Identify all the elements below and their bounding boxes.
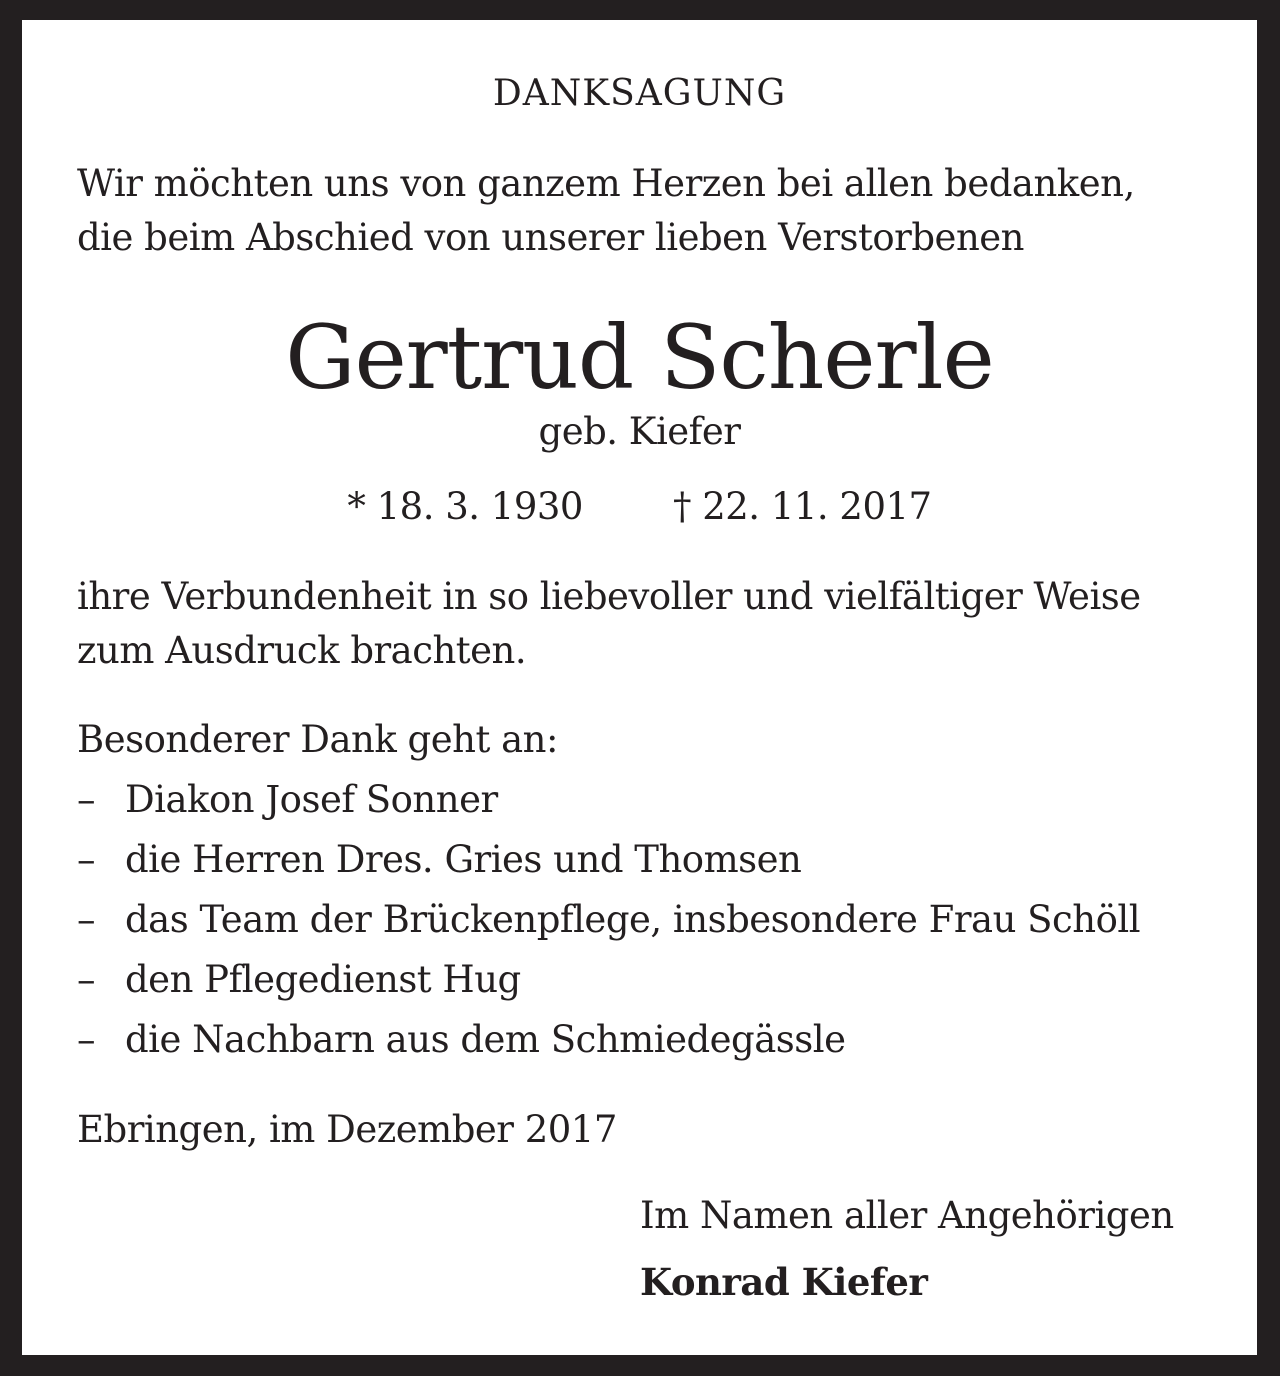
list-item	[77, 898, 1140, 942]
continuation-line-1: ihre Verbundenheit in so liebevoller und vielfältiger Weise	[77, 575, 1141, 618]
list-item	[77, 1018, 846, 1062]
dash-marker: –	[77, 838, 95, 881]
continuation-line-2: zum Ausdruck brachten.	[77, 629, 527, 672]
list-item	[77, 958, 521, 1002]
list-item-text: die Herren Dres. Gries und Thomsen	[125, 838, 802, 881]
notice-card	[22, 20, 1257, 1355]
dash-marker: –	[77, 958, 95, 1001]
life-dates	[22, 485, 1257, 529]
deceased-name: Gertrud Scherle	[285, 306, 994, 409]
death-date: † 22. 11. 2017	[672, 485, 932, 528]
signatory-name: Konrad Kiefer	[640, 1260, 928, 1304]
dash-marker: –	[77, 778, 95, 821]
on-behalf-line: Im Namen aller Angehörigen	[640, 1194, 1174, 1237]
list-item-text: das Team der Brückenpflege, insbesondere Frau Schöll	[125, 898, 1141, 941]
dash-marker: –	[77, 898, 95, 941]
list-item-text: die Nachbarn aus dem Schmiedegässle	[125, 1018, 846, 1061]
notice-heading: DANKSAGUNG	[492, 73, 787, 114]
birth-date: * 18. 3. 1930	[347, 485, 583, 528]
intro-line-1: Wir möchten uns von ganzem Herzen bei allen bedanken,	[77, 162, 1135, 205]
list-item	[77, 838, 801, 882]
list-item-text: Diakon Josef Sonner	[125, 778, 498, 821]
intro-line-2: die beim Abschied von unserer lieben Verstorbenen	[77, 216, 1025, 259]
dash-marker: –	[77, 1018, 95, 1061]
maiden-name: geb. Kiefer	[538, 410, 741, 453]
list-item	[77, 778, 498, 822]
place-date: Ebringen, im Dezember 2017	[77, 1108, 617, 1151]
thanks-label: Besonderer Dank geht an:	[77, 718, 558, 761]
list-item-text: den Pflegedienst Hug	[125, 958, 521, 1001]
